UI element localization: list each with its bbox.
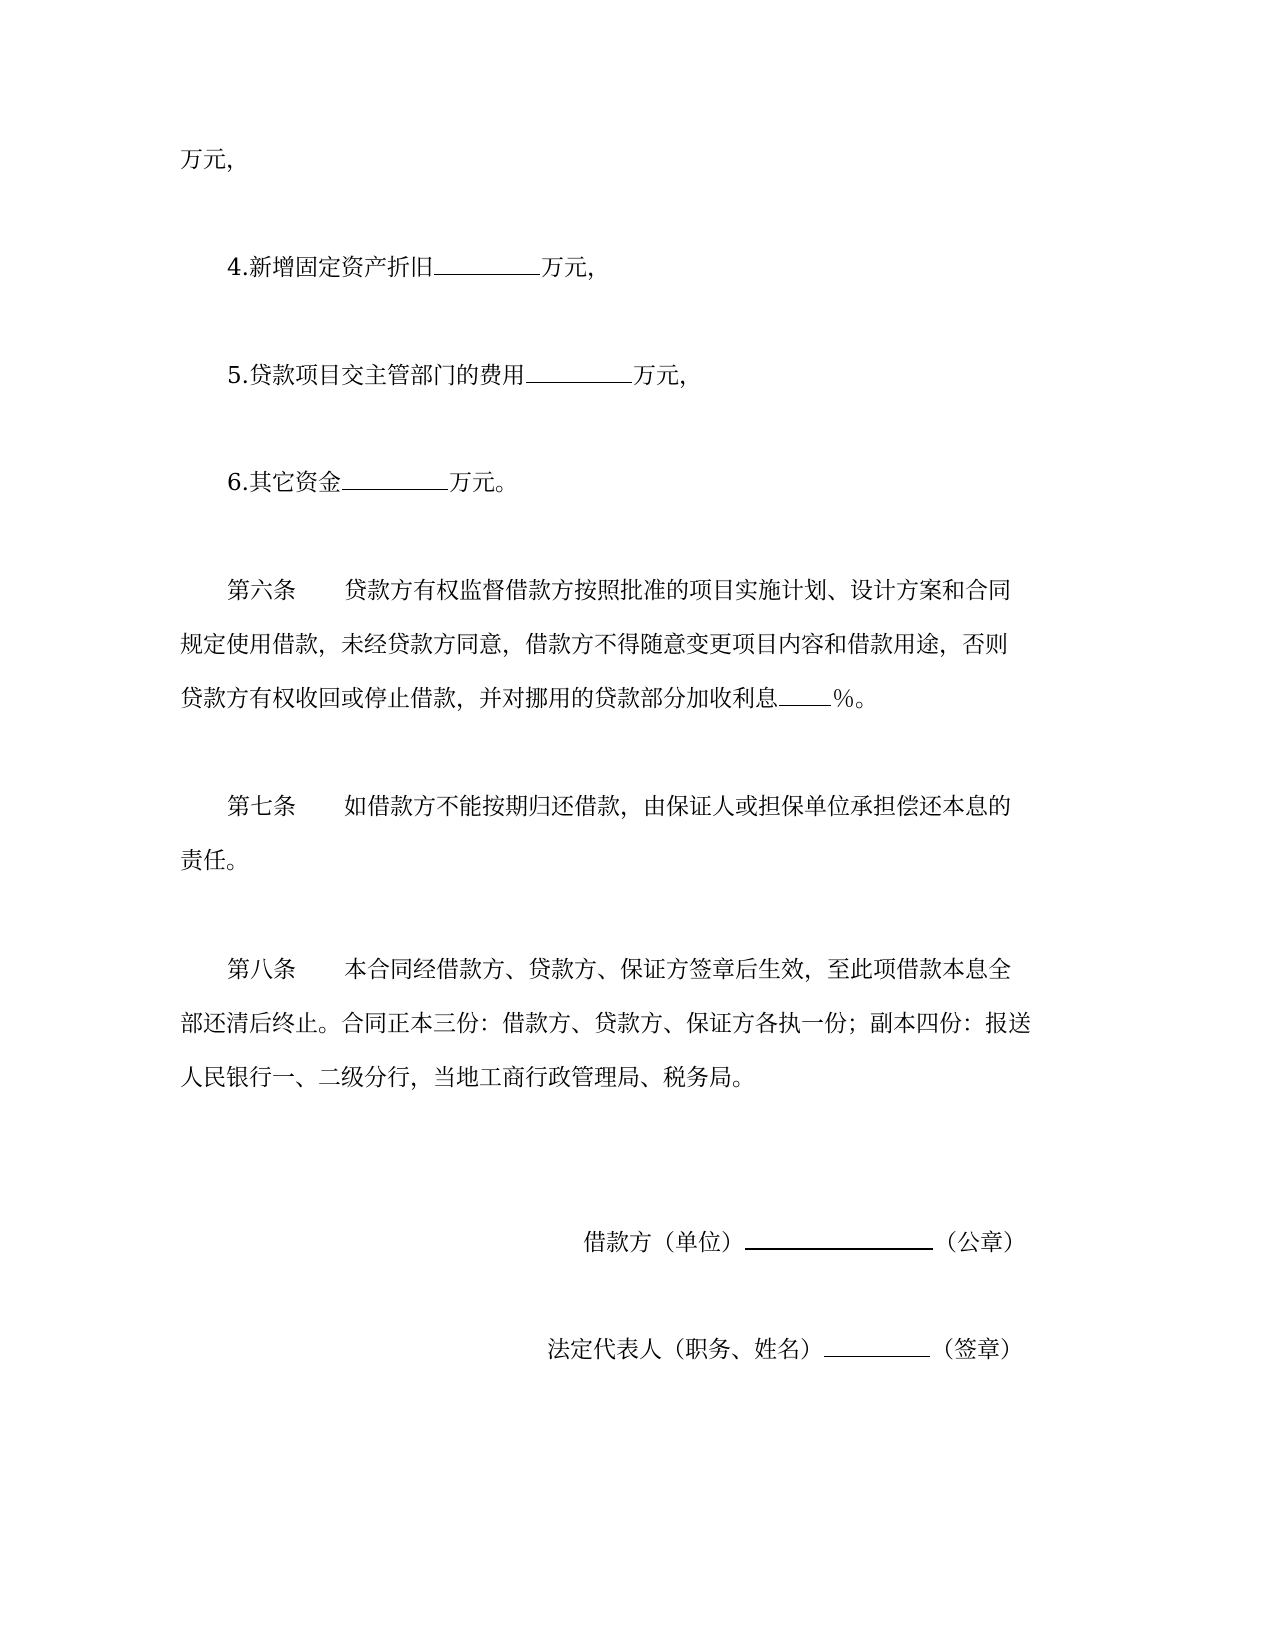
item-6-text: 6.其它资金 — [227, 470, 341, 496]
article-6-percent: ％。 — [832, 686, 878, 712]
borrower-blank — [745, 1227, 933, 1250]
continuation-text: 万元， — [180, 147, 249, 173]
article-6-text-3: 贷款方有权收回或停止借款，并对挪用的贷款部分加收利息 — [180, 686, 778, 712]
item-5-unit: 万元， — [632, 363, 702, 389]
item-5-text: 5.贷款项目交主管部门的费用 — [227, 363, 525, 389]
article-8-line-2 — [180, 1009, 1040, 1039]
item-5-blank — [526, 361, 632, 383]
article-6-line-2 — [180, 630, 1040, 660]
article-8-text-3: 人民银行一、二级分行，当地工商行政管理局、税务局。 — [180, 1065, 755, 1091]
item-6-unit: 万元。 — [448, 470, 518, 496]
article-7-text-2: 责任。 — [180, 848, 249, 874]
continuation-line — [180, 145, 1040, 175]
article-7-title: 第七条 — [227, 794, 296, 820]
article-8-line-1 — [227, 955, 1087, 985]
article-6-line-1 — [227, 576, 1087, 606]
item-4-text: 4.新增固定资产折旧 — [227, 255, 433, 281]
representative-label: 法定代表人（职务、姓名） — [547, 1337, 823, 1363]
representative-signature-line — [547, 1335, 1023, 1365]
article-8-text-2: 部还清后终止。合同正本三份：借款方、贷款方、保证方各执一份；副本四份：报送 — [180, 1011, 1031, 1037]
article-6-text-2: 规定使用借款，未经贷款方同意，借款方不得随意变更项目内容和借款用途，否则 — [180, 632, 1008, 658]
item-5 — [227, 361, 1087, 391]
representative-blank — [824, 1335, 930, 1357]
interest-rate-blank — [779, 684, 831, 706]
article-7-text-1: 如借款方不能按期归还借款，由保证人或担保单位承担偿还本息的 — [344, 794, 1011, 820]
article-6-title: 第六条 — [227, 578, 296, 604]
item-6-blank — [342, 468, 448, 490]
borrower-signature-line — [583, 1227, 1026, 1258]
article-7-line-2 — [180, 846, 1040, 876]
article-7-line-1 — [227, 792, 1087, 822]
article-8-line-3 — [180, 1063, 1040, 1093]
article-6-text-1: 贷款方有权监督借款方按照批准的项目实施计划、设计方案和合同 — [344, 578, 1011, 604]
article-8-title: 第八条 — [227, 957, 296, 983]
item-4-blank — [434, 253, 540, 275]
borrower-label: 借款方（单位） — [583, 1230, 744, 1256]
article-6-line-3 — [180, 684, 1040, 714]
item-4 — [227, 253, 1087, 283]
borrower-seal: （公章） — [934, 1230, 1026, 1256]
article-8-text-1: 本合同经借款方、贷款方、保证方签章后生效，至此项借款本息全 — [344, 957, 1011, 983]
item-6 — [227, 468, 1087, 498]
item-4-unit: 万元， — [540, 255, 610, 281]
representative-seal: （签章） — [931, 1337, 1023, 1363]
